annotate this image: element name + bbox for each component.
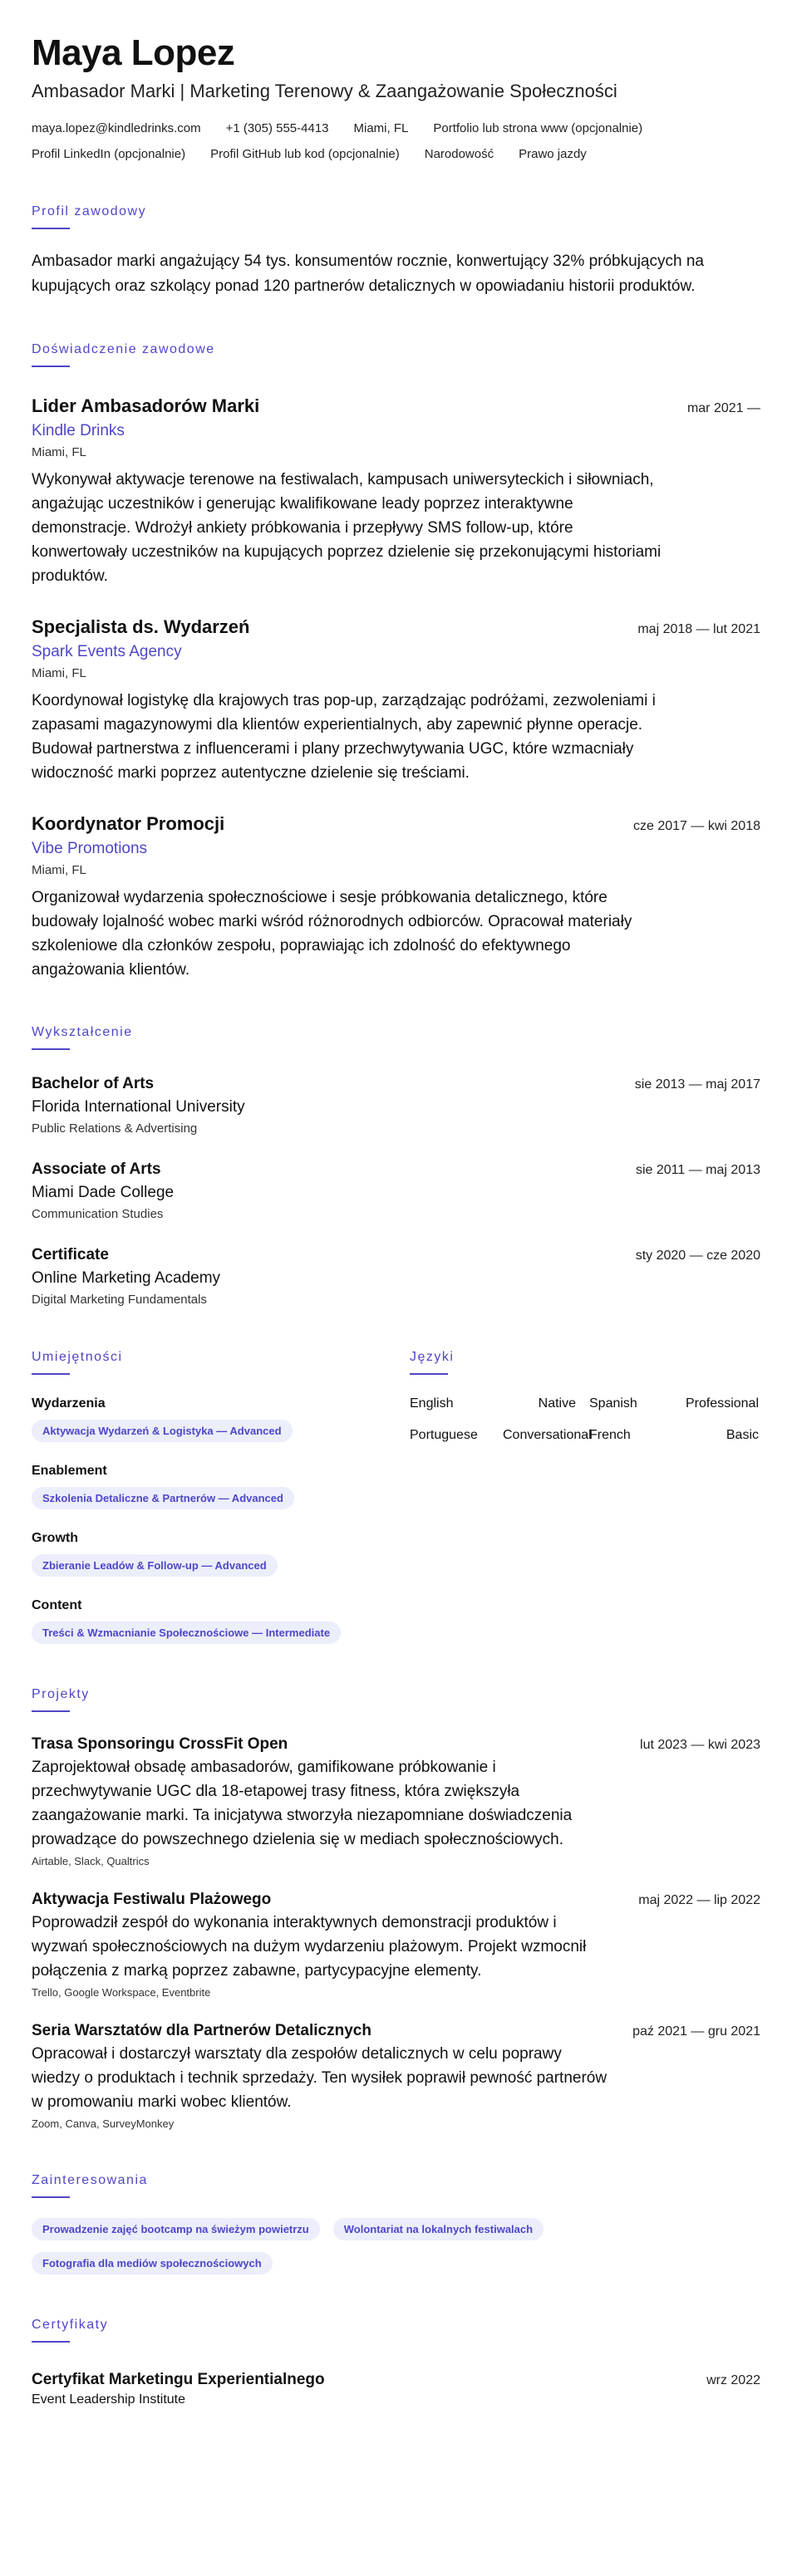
- certification-date: wrz 2022: [706, 2373, 760, 2387]
- education-degree: Associate of Arts: [32, 1160, 161, 1178]
- contact-github[interactable]: Profil GitHub lub kod (opcjonalnie): [210, 147, 400, 161]
- education-field: Communication Studies: [32, 1207, 164, 1221]
- skill-chip: Treści & Wzmacnianie Społecznościowe — Intermediate: [32, 1622, 341, 1644]
- project-date: maj 2022 — lip 2022: [638, 1893, 760, 1907]
- skill-group: [32, 1396, 410, 1442]
- resume-header: [32, 32, 760, 161]
- job-entry: [32, 616, 760, 785]
- languages-list: [410, 1396, 759, 1443]
- job-company: Spark Events Agency: [32, 643, 182, 660]
- education-field: Public Relations & Advertising: [32, 1121, 198, 1136]
- section-divider: [32, 1710, 70, 1712]
- section-title: Wykształcenie: [32, 1025, 133, 1039]
- job-company: Kindle Drinks: [32, 422, 125, 439]
- skill-group: [32, 1531, 410, 1577]
- skill-group: [32, 1598, 410, 1644]
- education-degree: Certificate: [32, 1246, 109, 1263]
- education-school: Online Marketing Academy: [32, 1269, 221, 1287]
- languages-section: [410, 1350, 759, 1644]
- education-date: sty 2020 — cze 2020: [635, 1249, 760, 1263]
- language-name: French: [589, 1428, 631, 1442]
- project-description: Opracował i dostarczył warsztaty dla zespołów detalicznych w celu poprawy wiedzy o produktach i technik sprzedaży. Ten wysiłek poprawił pewność partnerów w promowaniu marki wobec klientów.: [32, 2045, 608, 2111]
- project-tools: Airtable, Slack, Qualtrics: [32, 1855, 150, 1867]
- interest-chip: Prowadzenie zajęć bootcamp na świeżym powietrzu: [32, 2218, 320, 2240]
- job-title: Koordynator Promocji: [32, 813, 225, 834]
- job-title: Specjalista ds. Wydarzeń: [32, 616, 250, 637]
- job-company: Vibe Promotions: [32, 840, 148, 857]
- contact-portfolio[interactable]: Portfolio lub strona www (opcjonalnie): [433, 121, 643, 135]
- project-date: paź 2021 — gru 2021: [632, 2024, 760, 2039]
- project-entry: [32, 2022, 760, 2130]
- project-tools: Trello, Google Workspace, Eventbrite: [32, 1986, 211, 1999]
- education-entry: [32, 1160, 760, 1221]
- contact-location: Miami, FL: [353, 121, 409, 135]
- language-level: Conversational: [503, 1428, 592, 1442]
- skill-chip: Zbieranie Leadów & Follow-up — Advanced: [32, 1554, 278, 1577]
- education-field: Digital Marketing Fundamentals: [32, 1293, 207, 1307]
- certification-entry: [32, 2371, 760, 2407]
- projects-section: [32, 1687, 760, 2130]
- education-degree: Bachelor of Arts: [32, 1075, 155, 1092]
- language-name: Portuguese: [410, 1428, 478, 1442]
- job-description: Koordynował logistykę dla krajowych tras pop-up, zarządzając podróżami, zezwoleniami i zapasami magazynowymi dla klientów experientialnych, aby zapewnić płynne operacje. Budował partnerstwa z influencerami i plany przechwytywania UGC, które wzmacniały widoczność marki poprzez autentyczne dzielenie się treściami.: [32, 692, 656, 782]
- section-title: Certyfikaty: [32, 2318, 109, 2332]
- interests-list: [32, 2218, 630, 2274]
- section-divider: [32, 2341, 70, 2343]
- section-divider: [32, 366, 70, 367]
- summary-section: [32, 204, 760, 299]
- language-name: Spanish: [589, 1396, 637, 1411]
- section-title: Doświadczenie zawodowe: [32, 342, 215, 356]
- contact-nationality: Narodowość: [424, 147, 494, 161]
- project-tools: Zoom, Canva, SurveyMonkey: [32, 2117, 175, 2130]
- job-location: Miami, FL: [32, 666, 86, 680]
- contact-linkedin[interactable]: Profil LinkedIn (opcjonalnie): [32, 147, 186, 161]
- job-title: Lider Ambasadorów Marki: [32, 395, 260, 416]
- job-date: cze 2017 — kwi 2018: [633, 819, 760, 833]
- skills-languages-row: [32, 1350, 760, 1644]
- section-divider: [32, 1373, 70, 1375]
- skill-group-name: Wydarzenia: [32, 1396, 106, 1411]
- job-description: Organizował wydarzenia społecznościowe i sesje próbkowania detalicznego, które budowały lojalność wobec marki wśród różnorodnych odbiorców. Opracował materiały szkoleniowe dla członków zespołu, poprawiając ich zdolność do efektywnego angażowania klientów.: [32, 889, 632, 979]
- language-name: English: [410, 1396, 454, 1411]
- section-title: Profil zawodowy: [32, 204, 147, 218]
- section-divider: [32, 2196, 70, 2198]
- language-level: Professional: [685, 1396, 759, 1411]
- contact-list: [32, 121, 760, 161]
- certifications-section: [32, 2318, 760, 2407]
- certification-name: Certyfikat Marketingu Experientialnego: [32, 2371, 325, 2388]
- interest-chip: Fotografia dla mediów społecznościowych: [32, 2252, 273, 2274]
- contact-driving-license: Prawo jazdy: [519, 147, 587, 161]
- job-location: Miami, FL: [32, 863, 86, 877]
- section-divider: [32, 228, 70, 229]
- section-title: Projekty: [32, 1687, 90, 1701]
- experience-section: [32, 342, 760, 982]
- project-entry: [32, 1735, 760, 1867]
- job-entry: [32, 813, 760, 982]
- section-title: Języki: [410, 1350, 455, 1364]
- project-title: Seria Warsztatów dla Partnerów Detalicznych: [32, 2022, 371, 2039]
- skill-group: [32, 1464, 410, 1509]
- section-divider: [410, 1373, 448, 1375]
- project-description: Poprowadził zespół do wykonania interaktywnych demonstracji produktów i wyzwań społecznościowych na dużym wydarzeniu plażowym. Projekt wzmocnił połączenia z marką poprzez zabawne, partycypacyjne elementy.: [32, 1914, 587, 1980]
- candidate-name: Maya Lopez: [32, 32, 235, 73]
- project-title: Trasa Sponsoringu CrossFit Open: [32, 1735, 288, 1753]
- education-date: sie 2011 — maj 2013: [635, 1163, 760, 1177]
- education-entry: [32, 1246, 760, 1307]
- education-entry: [32, 1075, 760, 1136]
- education-date: sie 2013 — maj 2017: [634, 1077, 760, 1092]
- contact-phone[interactable]: +1 (305) 555-4413: [225, 121, 329, 135]
- project-title: Aktywacja Festiwalu Plażowego: [32, 1891, 272, 1908]
- job-date: mar 2021 —: [686, 401, 760, 415]
- education-section: [32, 1025, 760, 1307]
- project-date: lut 2023 — kwi 2023: [640, 1738, 760, 1752]
- education-school: Miami Dade College: [32, 1184, 175, 1201]
- language-level: Native: [538, 1396, 576, 1411]
- project-description: Zaprojektował obsadę ambasadorów, gamifikowane próbkowanie i przechwytywanie UGC dla 18-etapowej trasy fitness, która zwiększyła zaangażowanie marki. Ta inicjatywa stworzyła niezapomniane doświadczenia prowadzące do powszechnego dzielenia się w mediach społecznościowych.: [32, 1759, 573, 1848]
- job-description: Wykonywał aktywacje terenowe na festiwalach, kampusach uniwersyteckich i siłowniach, angażując uczestników i generując kwalifikowane leady poprzez interaktywne demonstracje. Wdrożył ankiety próbkowania i przepływy SMS follow-up, które konwertowały uczestników na kupujących poprzez dzielenie się przekonującymi historiami produktów.: [32, 471, 662, 585]
- certification-issuer: Event Leadership Institute: [32, 2392, 186, 2407]
- skills-section: [32, 1350, 410, 1644]
- skill-chip: Aktywacja Wydarzeń & Logistyka — Advanced: [32, 1420, 293, 1442]
- summary-text: Ambasador marki angażujący 54 tys. konsumentów rocznie, konwertujący 32% próbkujących na kupujących oraz szkolący ponad 120 partnerów detalicznych w opowiadaniu historii produktów.: [32, 253, 704, 295]
- language-level: Basic: [726, 1428, 759, 1442]
- project-entry: [32, 1891, 760, 1999]
- interest-chip: Wolontariat na lokalnych festiwalach: [333, 2218, 544, 2240]
- skill-group-name: Content: [32, 1598, 82, 1612]
- candidate-headline: Ambasador Marki | Marketing Terenowy & Zaangażowanie Społeczności: [32, 81, 617, 101]
- job-date: maj 2018 — lut 2021: [637, 622, 760, 636]
- skill-group-name: Enablement: [32, 1464, 107, 1478]
- education-school: Florida International University: [32, 1098, 245, 1116]
- contact-email[interactable]: maya.lopez@kindledrinks.com: [32, 121, 201, 135]
- section-divider: [32, 1048, 70, 1050]
- section-title: Zainteresowania: [32, 2173, 148, 2187]
- job-entry: [32, 395, 760, 588]
- skill-group-name: Growth: [32, 1531, 78, 1545]
- section-title: Umiejętności: [32, 1350, 123, 1364]
- interests-section: [32, 2173, 760, 2274]
- skill-chip: Szkolenia Detaliczne & Partnerów — Advanced: [32, 1487, 294, 1509]
- job-location: Miami, FL: [32, 445, 86, 459]
